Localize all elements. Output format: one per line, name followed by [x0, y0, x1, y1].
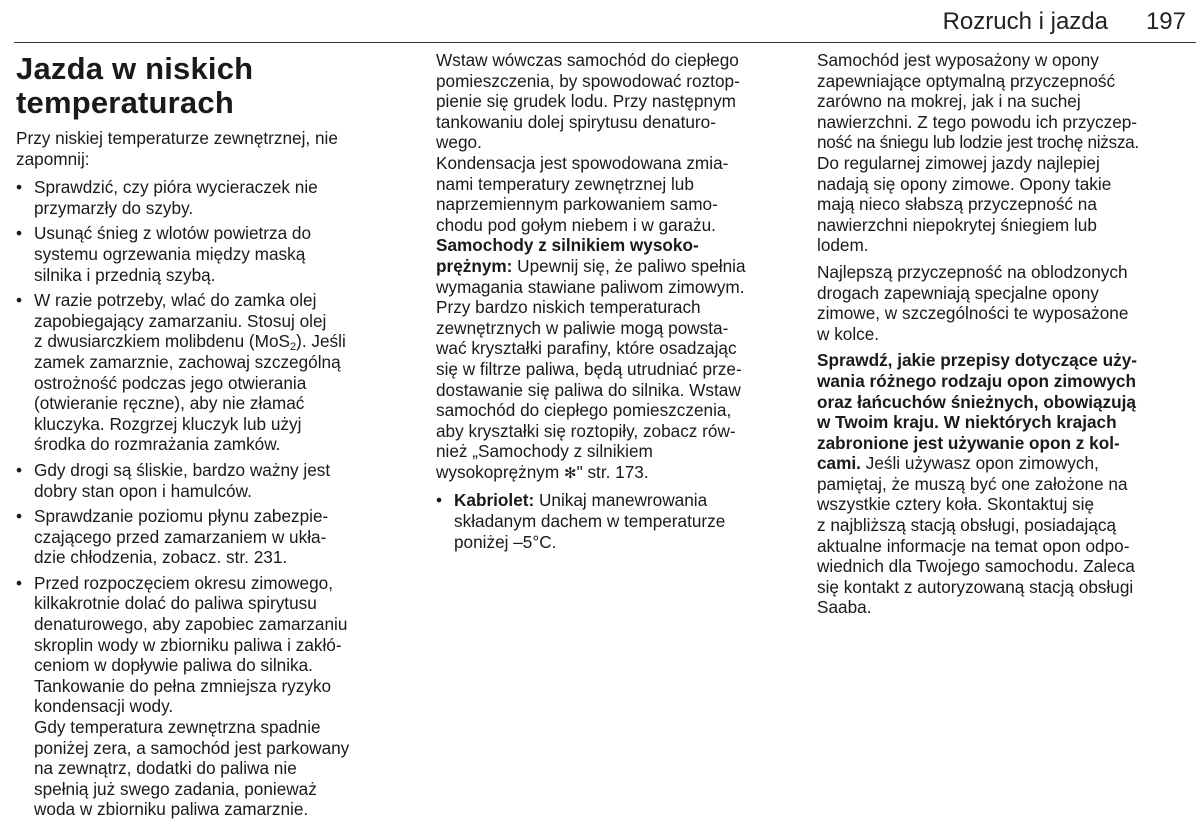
paragraph-diesel: Samochody z silnikiem wysoko- prężnym: Upewnij się, że paliwo spełnia wymagania stawiane paliwom zimowym. Przy bardzo niskich temperaturach zewnętrznych w paliwie mogą powsta- wać kryształki parafiny, które osadzając się w filtrze paliwa, będą utrudniać prze- dostawanie się paliwa do silnika. Wstaw samochód do ciepłego pomieszczenia, aby kryształki się roztopiły, zobacz rów- nież „Samochody z silnikiem wysokoprężnym ✻" str. 173.	[436, 235, 746, 482]
list-item: • Przed rozpoczęciem okresu zimowego, kilkakrotnie dolać do paliwa spirytusu denaturowego, aby zapobiec zamarzaniu skroplin wody w zbiorniku paliwa i zakłó- ceniom w dopływie paliwa do silnika. Tankowanie do pełna zmniejsza ryzyko kondensacji wody. Gdy temperatura zewnętrzna spadnie poniżej zera, a samochód jest parkowany na zewnątrz, dodatki do paliwa nie spełnią już swego zadania, ponieważ woda w zbiorniku paliwa zamarznie.	[16, 573, 391, 820]
list-item: • Usunąć śnieg z wlotów powietrza do systemu ogrzewania między maską silnika i przednią szybą.	[16, 223, 391, 285]
column-1	[16, 50, 391, 825]
section-heading: Jazda w niskich temperaturach	[16, 51, 254, 120]
intro-paragraph: Przy niskiej temperaturze zewnętrznej, nie zapomnij:	[16, 128, 338, 169]
page-number: 197	[1145, 8, 1186, 35]
paragraph-ice-melt: Wstaw wówczas samochód do ciepłego pomieszczenia, by spowodować roztop- pienie się grudek lodu. Przy następnym tankowaniu dolej spirytusu denaturo- wego.	[436, 50, 740, 153]
winter-checklist	[16, 177, 391, 820]
mos2-line: z dwusiarczkiem molibdenu (MoS$_2$). Jeśli	[34, 331, 346, 354]
list-item: • Sprawdzić, czy pióra wycieraczek nie przymarzły do szyby.	[16, 177, 391, 218]
snowflake-icon: ✻	[564, 464, 577, 482]
list-item: • Gdy drogi są śliskie, bardzo ważny jest dobry stan opon i hamulców.	[16, 460, 391, 501]
convertible-note	[436, 490, 808, 552]
paragraph-condensation: Kondensacja jest spowodowana zmia- nami temperatury zewnętrznej lub naprzemiennym parkowaniem samo- chodu pod gołym niebem i w garażu.	[436, 152, 729, 235]
paragraph-tyres: Samochód jest wyposażony w opony zapewniające optymalną przyczepność zarówno na mokrej, jak i na suchej nawierzchni. Z tego powodu ich przyczep- ność na śniegu lub lodzie jest trochę niższa. Do regularnej zimowej jazdy najlepiej nadają się opony zimowe. Opony takie mają nieco słabszą przyczepność na nawierzchni niepokrytej śniegiem lub lodem.	[817, 50, 1139, 256]
list-item: • Kabriolet: Unikaj manewrowania składanym dachem w temperaturze poniżej –5°C.	[436, 490, 808, 552]
column-3	[817, 50, 1192, 624]
list-item: • W razie potrzeby, wlać do zamka olej zapobiegający zamarzaniu. Stosuj olej z dwusiarczkiem molibdenu (MoS$_2$). Jeśli zamek zamarznie, zachowaj szczególną ostrożność podczas jego otwierania (otwieranie ręczne), aby nie złamać kluczyka. Rozgrzej kluczyk lub użyj środka do rozmrażania zamków.	[16, 290, 391, 455]
paragraph-regulations: Sprawdź, jakie przepisy dotyczące uży- wania różnego rodzaju opon zimowych oraz łańcuchów śnieżnych, obowiązują w Twoim kraju. W niektórych krajach zabronione jest używanie opon z kol- cami. Jeśli używasz opon zimowych, pamiętaj, że muszą być one założone na wszystkie cztery koła. Skontaktuj się z najbliższą stacją obsługi, posiadającą aktualne informacje na temat opon odpo- wiednich dla Twojego samochodu. Zaleca się kontakt z autoryzowaną stacją obsługi Saaba.	[817, 350, 1137, 618]
list-item: • Sprawdzanie poziomu płynu zabezpie- czającego przed zamarzaniem w ukła- dzie chłodzenia, zobacz. str. 231.	[16, 506, 391, 568]
section-title: Rozruch i jazda	[942, 8, 1108, 35]
page-header	[0, 0, 1200, 44]
header-rule	[14, 42, 1196, 43]
column-2	[436, 50, 808, 557]
paragraph-icy-roads: Najlepszą przyczepność na oblodzonych drogach zapewniają specjalne opony zimowe, w szczególności te wyposażone w kolce.	[817, 261, 1129, 344]
